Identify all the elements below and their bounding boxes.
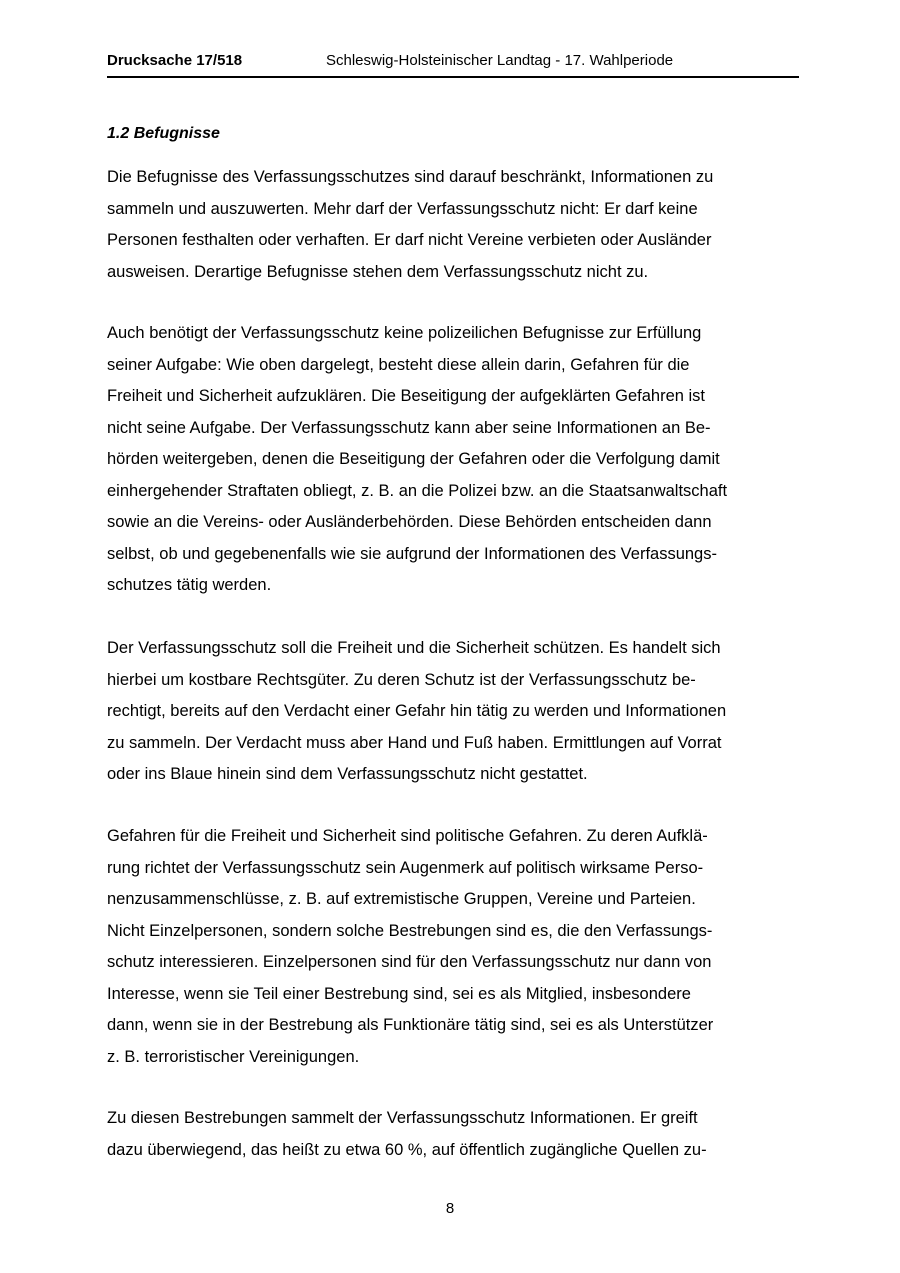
paragraph: Auch benötigt der Verfassungsschutz keine polizeilichen Befugnisse zur Erfüllung seiner Aufgabe: Wie oben dargelegt, besteht diese allein darin, Gefahren für die Freiheit und Sicherheit aufzuklären. Die Beseitigung der aufgeklärten Gefahren ist nicht seine Aufgabe. Der Verfassungsschutz kann aber seine Informationen an Be- hörden weitergeben, denen die Beseitigung der Gefahren oder die Verfolgung damit einhergehender Straftaten obliegt, z. B. an die Polizei bzw. an die Staatsanwaltschaft sowie an die Vereins- oder Ausländerbehörden. Diese Behörden entscheiden dann selbst, ob und gegebenenfalls wie sie aufgrund der Informationen des Verfassungs- schutzes tätig werden. bbox=[107, 324, 728, 594]
header-divider bbox=[107, 76, 799, 78]
page-number: 8 bbox=[445, 1200, 455, 1217]
section-heading: 1.2 Befugnisse bbox=[107, 125, 220, 142]
document-number: Drucksache 17/518 bbox=[107, 52, 243, 69]
paragraph: Zu diesen Bestrebungen sammelt der Verfassungsschutz Informationen. Er greift dazu überwiegend, das heißt zu etwa 60 %, auf öffentlich zugängliche Quellen zu- bbox=[107, 1109, 707, 1159]
parliament-title: Schleswig-Holsteinischer Landtag - 17. Wahlperiode bbox=[326, 52, 674, 69]
page-header bbox=[107, 52, 799, 74]
paragraph: Gefahren für die Freiheit und Sicherheit sind politische Gefahren. Zu deren Aufklä- rung richtet der Verfassungsschutz sein Augenmerk auf politisch wirksame Perso- nenzusammenschlüsse, z. B. auf extremistische Gruppen, Vereine und Parteien. Nicht Einzelpersonen, sondern solche Bestrebungen sind es, die den Verfassungs- schutz interessieren. Einzelpersonen sind für den Verfassungsschutz nur dann von Interesse, wenn sie Teil einer Bestrebung sind, sei es als Mitglied, insbesondere dann, wenn sie in der Bestrebung als Funktionäre tätig sind, sei es als Unterstützer z. B. terroristischer Vereinigungen. bbox=[107, 827, 714, 1066]
paragraph: Der Verfassungsschutz soll die Freiheit und die Sicherheit schützen. Es handelt sich hierbei um kostbare Rechtsgüter. Zu deren Schutz ist der Verfassungsschutz be- rechtigt, bereits auf den Verdacht einer Gefahr hin tätig zu werden und Informationen zu sammeln. Der Verdacht muss aber Hand und Fuß haben. Ermittlungen auf Vorrat oder ins Blaue hinein sind dem Verfassungsschutz nicht gestattet. bbox=[107, 639, 727, 783]
paragraph: Die Befugnisse des Verfassungsschutzes sind darauf beschränkt, Informationen zu sammeln und auszuwerten. Mehr darf der Verfassungsschutz nicht: Er darf keine Personen festhalten oder verhaften. Er darf nicht Vereine verbieten oder Ausländer ausweisen. Derartige Befugnisse stehen dem Verfassungsschutz nicht zu. bbox=[107, 168, 714, 281]
